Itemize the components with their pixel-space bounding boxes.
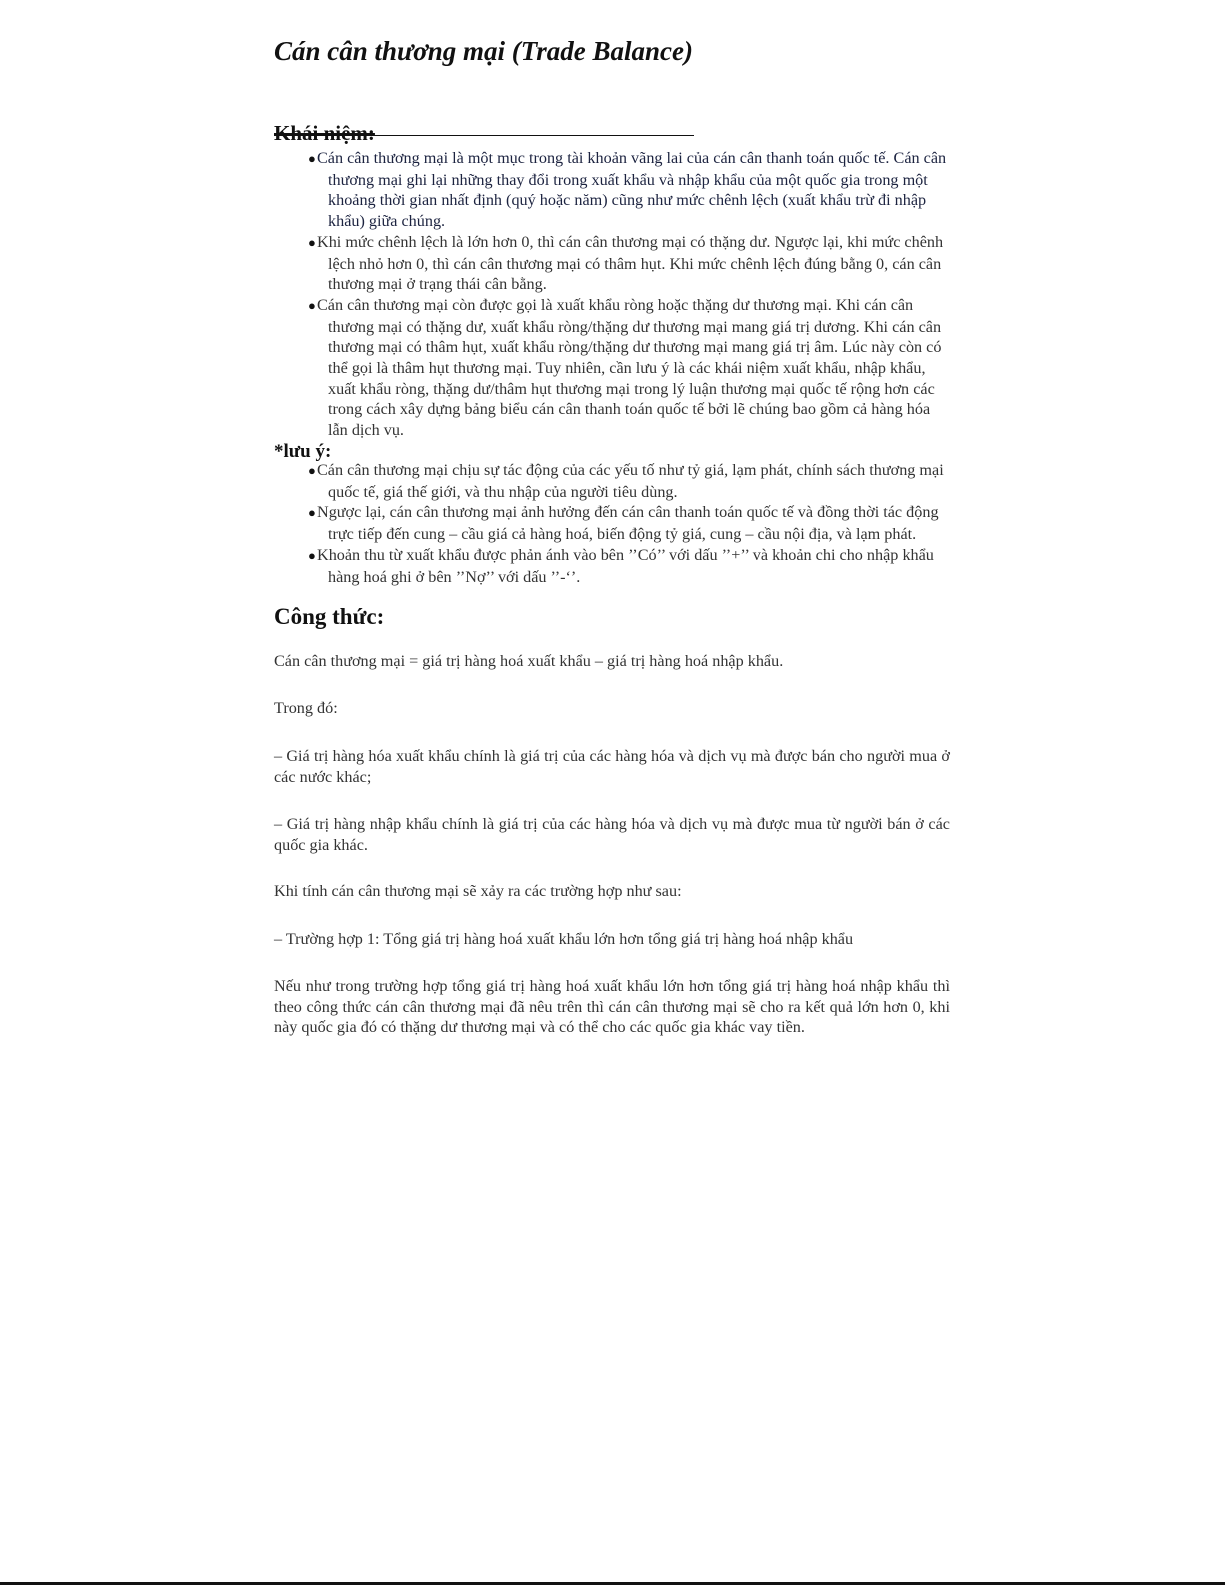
- concept-bullet-list: [274, 148, 950, 441]
- formula-heading: Công thức:: [274, 604, 385, 629]
- concept-heading: [274, 119, 694, 145]
- formula-paragraph: Nếu như trong trường hợp tổng giá trị hàng hoá xuất khẩu lớn hơn tổng giá trị hàng hoá nhập khẩu thì theo công thức cán cân thương mại đã nêu trên thì cán cân thương mại sẽ cho ra kết quả lớn hơn 0, khi này quốc gia đó có thặng dư thương mại và có thể cho các quốc gia khác vay tiền.: [274, 977, 950, 1037]
- bullet-icon: ●: [308, 151, 316, 166]
- list-item: ●Cán cân thương mại là một mục trong tài khoản vãng lai của cán cân thanh toán quốc tế. Cán cân thương mại ghi lại những thay đổi trong xuất khẩu và nhập khẩu của một quốc gia trong một khoảng thời gian nhất định (quý hoặc năm) cũng như mức chênh lệch (xuất khẩu trừ đi nhập khẩu) giữa chúng.: [308, 149, 947, 231]
- formula-paragraph: Trong đó:: [274, 699, 338, 717]
- list-item: ●Cán cân thương mại còn được gọi là xuất khẩu ròng hoặc thặng dư thương mại. Khi cán cân thương mại có thặng dư, xuất khẩu ròng/thặng dư thương mại mang giá trị dương. Khi cán cân thương mại có thâm hụt, xuất khẩu ròng/thặng dư thương mại mang giá trị âm. Lúc này còn có thể gọi là thâm hụt thương mại. Tuy nhiên, cần lưu ý là các khái niệm xuất khẩu, nhập khẩu, xuất khẩu ròng, thặng dư/thâm hụt thương mại trong lý luận thương mại quốc tế rộng hơn các trong cách xây dựng bảng biểu cán cân thanh toán quốc tế bởi lẽ chúng bao gồm cả hàng hóa lẫn dịch vụ.: [308, 295, 942, 440]
- formula-paragraph: Khi tính cán cân thương mại sẽ xảy ra các trường hợp như sau:: [274, 882, 682, 900]
- list-item: ●Khoản thu từ xuất khẩu được phản ánh vào bên ’’Có’’ với dấu ’’+’’ và khoản chi cho nhập khẩu hàng hoá ghi ở bên ’’Nợ’’ với dấu ’’-‘’.: [308, 545, 934, 586]
- note-bullet-list: [274, 460, 950, 587]
- document-title: Cán cân thương mại (Trade Balance): [274, 36, 693, 66]
- bullet-icon: ●: [308, 463, 316, 478]
- list-item: ●Khi mức chênh lệch là lớn hơn 0, thì cán cân thương mại có thặng dư. Ngược lại, khi mức chênh lệch nhỏ hơn 0, thì cán cân thương mại có thâm hụt. Khi mức chênh lệch đúng bằng 0, cán cân thương mại ở trạng thái cân bằng.: [308, 232, 944, 294]
- bullet-icon: ●: [308, 547, 316, 563]
- bullet-icon: ●: [308, 297, 316, 313]
- bullet-icon: ●: [308, 234, 316, 250]
- formula-paragraph: – Giá trị hàng nhập khẩu chính là giá trị của các hàng hóa và dịch vụ mà được mua từ người bán ở các quốc gia khác.: [274, 815, 950, 854]
- formula-paragraph: – Giá trị hàng hóa xuất khẩu chính là giá trị của các hàng hóa và dịch vụ mà được bán cho người mua ở các nước khác;: [274, 747, 950, 786]
- note-heading: *lưu ý:: [274, 441, 332, 462]
- formula-paragraph: Cán cân thương mại = giá trị hàng hoá xuất khẩu – giá trị hàng hoá nhập khẩu.: [274, 652, 784, 670]
- list-item: ●Cán cân thương mại chịu sự tác động của các yếu tố như tỷ giá, lạm phát, chính sách thương mại quốc tế, giá thế giới, và thu nhập của người tiêu dùng.: [308, 461, 944, 501]
- bullet-icon: ●: [308, 505, 316, 521]
- list-item: ●Ngược lại, cán cân thương mại ảnh hưởng đến cán cân thanh toán quốc tế và đồng thời tác động trực tiếp đến cung – cầu giá cả hàng hoá, biến động tỷ giá, cung – cầu nội địa, và lạm phát.: [308, 503, 939, 544]
- concept-heading-text: Khái niệm:: [274, 121, 375, 145]
- formula-paragraph: – Trường hợp 1: Tổng giá trị hàng hoá xuất khẩu lớn hơn tổng giá trị hàng hoá nhập khẩu: [274, 930, 854, 948]
